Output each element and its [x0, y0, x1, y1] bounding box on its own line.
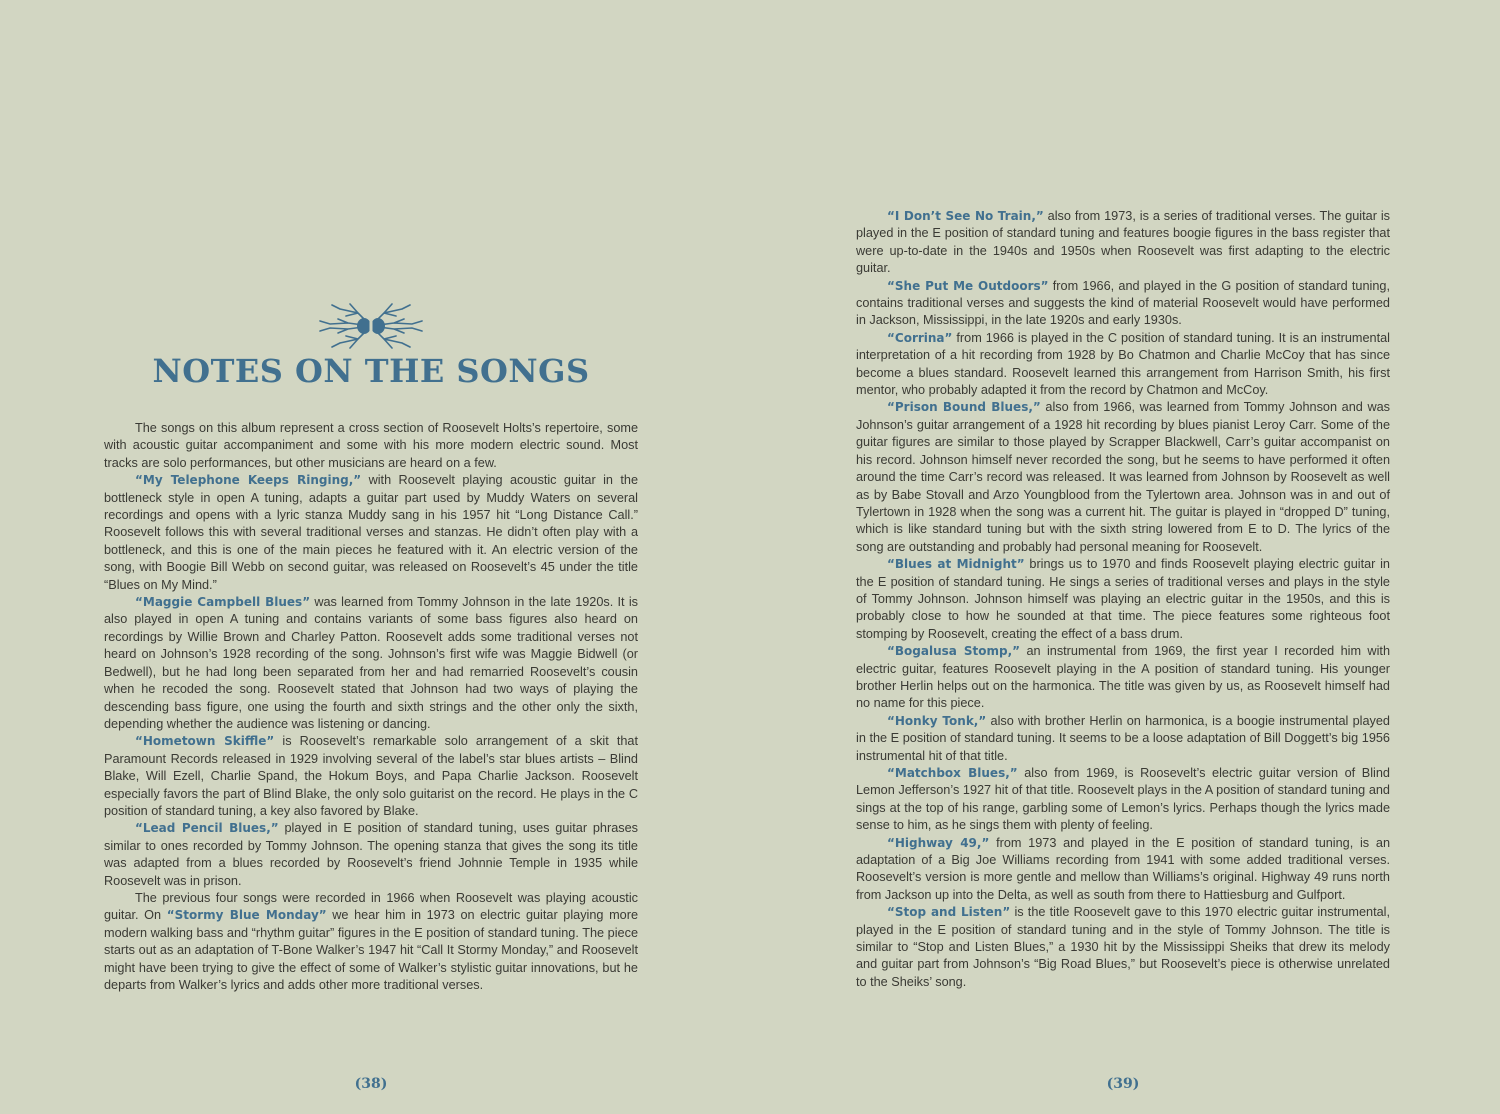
song-note-text: was learned from Tommy Johnson in the late 1920s. It is also played in open A tuning and contains variants of some bass figures also heard on recordings by Willie Brown and Charley Patton. Roosevelt adds some traditional verses not heard on Johnson’s 1928 recording of the song. Johnson’s first wife was Maggie Bidwell (or Bedwell), but he had long been separated from her and had remarried Roosevelt’s cousin when he recoded the song. Roosevelt stated that Johnson had two ways of playing the descending bass figure, one using the fourth and sixth strings and the other only the sixth, depending whether the audience was listening or dancing.: [104, 595, 638, 731]
song-note-text: also from 1966, was learned from Tommy Johnson and was Johnson’s guitar arrangement of a 1928 hit recording by blues pianist Leroy Carr. Some of the guitar figures are similar to those played by Scrapper Blackwell, Carr’s guitar accompanist on his record. Johnson himself never recorded the song, but he seems to have performed it often around the time Carr’s record was released. It was learned from Johnson by Roosevelt as well as by Babe Stovall and Arzo Youngblood from the Tylertown area. Johnson was in and out of Tylertown in 1928 when the song was a current hit. The guitar is played in “dropped D” tuning, which is like standard tuning but with the sixth string lowered from E to D. The lyrics of the song are outstanding and probably had personal meaning for Roosevelt.: [856, 400, 1391, 554]
song-title: “Stop and Listen”: [887, 905, 1011, 920]
song-note: [856, 765, 1390, 835]
page-number: (39): [1106, 1076, 1140, 1092]
song-title: “She Put Me Outdoors”: [887, 278, 1049, 293]
song-title: “Blues at Midnight”: [887, 557, 1025, 572]
song-note-text: we hear him in 1973 on electric guitar playing more modern walking bass and “rhythm guitar” figures in the E position of standard tuning. The piece starts out as an adaptation of T-Bone Walker’s 1947 hit “Call It Stormy Monday,” and Roosevelt might have been trying to give the effect of some of Walker’s stylistic guitar innovations, but he departs from Walker’s lyrics and adds other more traditional verses.: [104, 908, 638, 992]
song-note-text: from 1966, and played in the G position of standard tuning, contains traditional verses and suggests the kind of material Roosevelt would have performed in Jackson, Mississippi, in the late 1920s and early 1930s.: [856, 278, 1390, 328]
song-title: “Corrina”: [887, 330, 953, 345]
intro-paragraph: The songs on this album represent a cross section of Roosevelt Holts’s repertoire, some with acoustic guitar accompaniment and some with his more modern electric sound. Most tracks are solo performances, but other musicians are heard on a few.: [104, 421, 638, 470]
page-number: (38): [354, 1076, 388, 1092]
song-note: [856, 713, 1390, 765]
song-note-text: also with brother Herlin on harmonica, is a boogie instrumental played in the E position of standard tuning. It seems to be a loose adaptation of Bill Doggett’s big 1956 instrumental hit of that title.: [856, 713, 1390, 763]
song-title: “Maggie Campbell Blues”: [135, 595, 311, 610]
song-note-text: brings us to 1970 and finds Roosevelt playing electric guitar in the E position of standard tuning. He sings a series of traditional verses and plays in the style of Tommy Johnson. Johnson himself was playing an electric guitar in the 1950s, and this is probably close to how he sounded at that time. The piece features some righteous foot stomping by Roosevelt, creating the effect of a bass drum.: [856, 557, 1390, 641]
song-title: “Matchbox Blues,”: [887, 766, 1018, 780]
song-note: [104, 820, 638, 890]
song-note: [856, 208, 1390, 278]
song-note-text: an instrumental from 1969, the first year I recorded him with electric guitar, features Roosevelt playing in the A position of standard tuning. His younger brother Herlin helps out on the harmonica. The title was given by us, as Roosevelt himself had no name for this piece.: [856, 644, 1390, 711]
song-title: “Prison Bound Blues,”: [887, 400, 1041, 415]
right-text-column: [856, 208, 1390, 991]
song-note: [104, 594, 638, 733]
song-note: [104, 733, 638, 820]
song-note-text: The previous four songs were recorded in 1966 when Roosevelt was playing acoustic guitar. On: [104, 890, 638, 923]
song-title: “Lead Pencil Blues,”: [135, 821, 279, 836]
song-title: “Hometown Skiffle”: [135, 734, 275, 749]
song-note-text: is the title Roosevelt gave to this 1970 electric guitar instrumental, played in the E position of standard tuning and in the style of Tommy Johnson. The title is similar to “Stop and Listen Blues,” a 1930 hit by the Mississippi Sheiks that drew its melody and guitar part from Johnson’s “Big Road Blues,” but Roosevelt’s piece is otherwise unrelated to the Sheiks’ song.: [856, 905, 1390, 989]
song-title: “Bogalusa Stomp,”: [887, 644, 1021, 659]
song-note: [856, 330, 1390, 400]
song-note: [856, 399, 1390, 556]
song-note: [856, 556, 1390, 643]
song-note-text: is Roosevelt’s remarkable solo arrangement of a skit that Paramount Records released in 1929 involving several of the label’s star blues artists – Blind Blake, Will Ezell, Charlie Spand, the Hokum Boys, and Papa Charlie Jackson. Roosevelt especially favors the part of Blind Blake, the only solo guitarist on the record. He plays in the C position of standard tuning, a key also favored by Blake.: [104, 734, 638, 818]
page-title: NOTES ON THE SONGS: [152, 352, 590, 390]
song-note: [856, 643, 1390, 713]
song-note: [104, 472, 638, 594]
song-note-text: also from 1969, is Roosevelt’s electric guitar version of Blind Lemon Jefferson’s 1927 hit of that title. Roosevelt plays in the A position of standard tuning and sings at the top of his range, garbling some of Lemon’s lyrics. Perhaps though the lyrics made sense to him, as he sings them with plenty of feeling.: [856, 766, 1390, 833]
song-title: “Honky Tonk,”: [887, 713, 987, 728]
song-note: [856, 904, 1390, 991]
song-title: “I Don’t See No Train,”: [887, 209, 1044, 223]
left-text-column: [104, 420, 638, 994]
right-page: [750, 0, 1500, 1114]
butterfly-ornament-icon: [318, 303, 424, 349]
song-note: [856, 278, 1390, 330]
song-note-text: with Roosevelt playing acoustic guitar in the bottleneck style in open A tuning, adapts a guitar part used by Muddy Waters on several recordings and opens with a lyric stanza Muddy sang in his 1957 hit “Long Distance Call.” Roosevelt follows this with several traditional verses and stanzas. He didn’t often play with a bottleneck, and this is one of the main pieces he featured with it. An electric version of the song, with Boogie Bill Webb on second guitar, was released on Roosevelt’s 45 under the title “Blues on My Mind.”: [104, 473, 639, 592]
song-title: “Highway 49,”: [887, 835, 990, 850]
song-note-text: from 1973 and played in the E position of standard tuning, is an adaptation of a Big Joe Williams recording from 1941 with some added traditional verses. Roosevelt’s version is more gentle and mellow than Williams’s original. Highway 49 runs north from Jackson up into the Delta, as well as south from there to Hattiesburg and Gulfport.: [856, 835, 1390, 902]
song-title: “My Telephone Keeps Ringing,”: [135, 473, 362, 488]
song-note-text: from 1966 is played in the C position of standard tuning. It is an instrumental interpretation of a hit recording from 1928 by Bo Chatmon and Charlie McCoy that has since become a blues standard. Roosevelt learned this arrangement from Harrison Smith, his first mentor, who probably adapted it from the record by Chatmon and McCoy.: [856, 330, 1390, 398]
song-note-text: also from 1973, is a series of traditional verses. The guitar is played in the E position of standard tuning and features boogie figures in the bass register that were up-to-date in the 1940s and 1950s when Roosevelt was first adapting to the electric guitar.: [856, 209, 1390, 276]
song-title: “Stormy Blue Monday”: [166, 908, 327, 923]
song-note: [856, 835, 1390, 905]
song-note-text: played in E position of standard tuning, uses guitar phrases similar to ones recorded by Tommy Johnson. The opening stanza that gives the song its title was adapted from a blues recorded by Roosevelt’s friend Johnnie Temple in 1935 while Roosevelt was in prison.: [104, 821, 639, 888]
song-note: [104, 890, 638, 994]
